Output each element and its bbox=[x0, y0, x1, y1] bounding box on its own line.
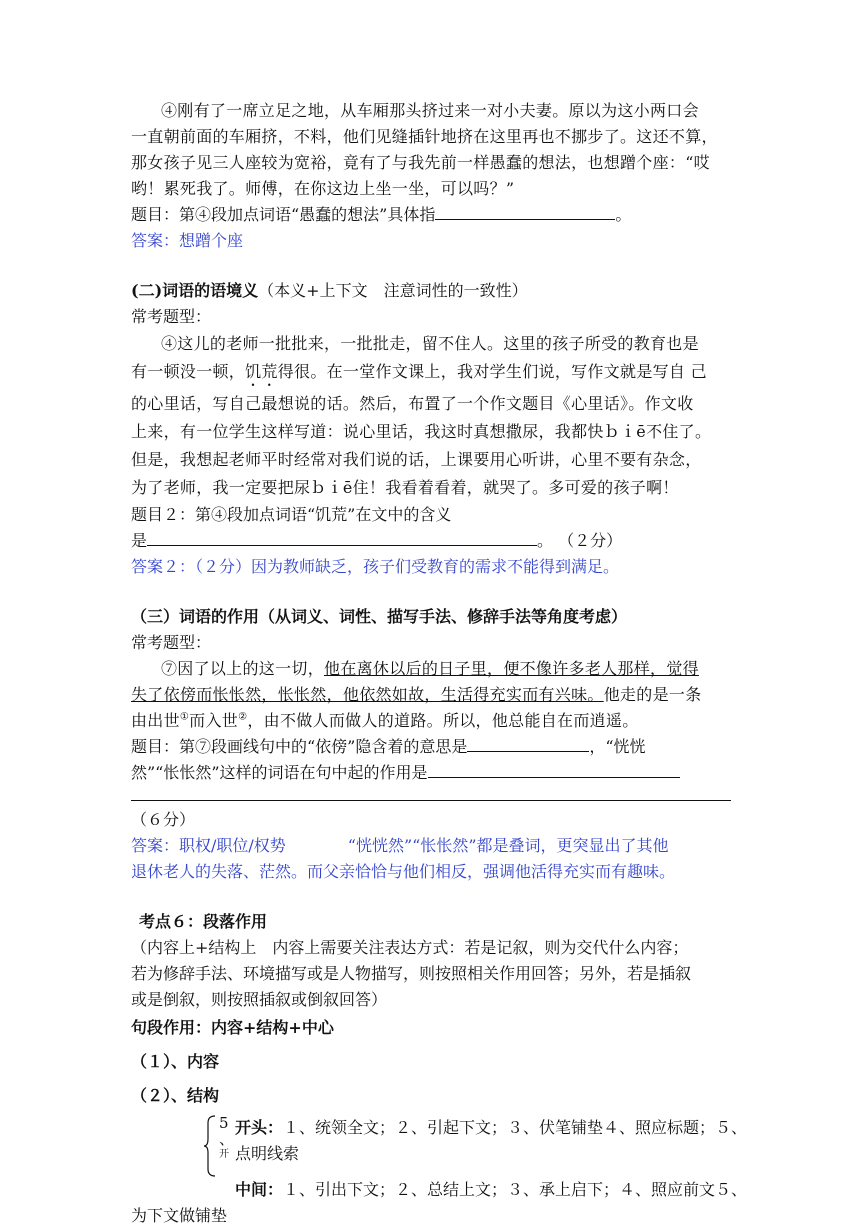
item-structure: （２）、结构 bbox=[131, 1086, 220, 1105]
question-end: 。 bbox=[615, 205, 632, 224]
passage-text: 有一顿没一顿， bbox=[131, 362, 246, 381]
section-heading: （三）词语的作用（从词义、词性、描写手法、修辞手法等角度考虑） bbox=[131, 607, 628, 626]
answer-text: “恍恍然”“怅怅然”都是叠词，更突显出了其他 bbox=[347, 836, 669, 855]
passage-context bbox=[131, 330, 731, 502]
opening-item bbox=[203, 1115, 748, 1167]
answer-line: 答案２：（２分）因为教师缺乏，孩子们受教育的需求不能得到满足。 bbox=[131, 557, 620, 576]
question-text: 题目：第⑦段画线句中的“依傍”隐含着的意思是 bbox=[131, 737, 468, 756]
passage-function bbox=[131, 656, 731, 734]
footnote-mark: ① bbox=[179, 711, 190, 723]
question-text: 题目：第④段加点词语“愚蠢的想法”具体指 bbox=[131, 205, 436, 224]
answer-line: 退休老人的失落、茫然。而父亲恰恰与他们相反，强调他活得充实而有趣味。 bbox=[131, 862, 676, 881]
middle-text: １、引出下文；２、总结上文；３、承上启下；４、照应前文５、 bbox=[283, 1180, 748, 1199]
passage-text: 而入世 bbox=[189, 711, 239, 730]
common-type-label: 常考题型： bbox=[131, 633, 212, 652]
passage-line: 为了老师，我一定要把尿ｂｉē住！我看着看着，就哭了。多可爱的孩子啊！ bbox=[131, 478, 679, 497]
question-text: 是 bbox=[131, 531, 148, 550]
question-line bbox=[131, 528, 731, 554]
question-line bbox=[131, 202, 731, 228]
description-line: 或是倒叙，则按照插叙或倒叙回答） bbox=[131, 990, 388, 1009]
answer-blank-line[interactable] bbox=[131, 786, 731, 801]
brace-mark: 5 bbox=[219, 1114, 229, 1132]
passage-line: 一直朝前面的车厢挤，不料，他们见缝插针地挤在这里再也不挪步了。这还不算， bbox=[131, 127, 718, 146]
passage-text: 他走的是一条 bbox=[603, 685, 702, 704]
passage-4 bbox=[131, 98, 731, 202]
common-type-label: 常考题型： bbox=[131, 307, 212, 326]
heading-note: （本义+上下文 注意词性的一致性） bbox=[258, 281, 528, 300]
question-text: 。 （２分） bbox=[537, 531, 623, 550]
passage-line: 上来，有一位学生这样写道：说心里话，我这时真想撒尿，我都快ｂｉē不住了。 bbox=[131, 422, 712, 441]
opening-label: 开头： bbox=[235, 1118, 284, 1137]
underlined-text: 失了依傍而怅怅然，怅怅然，他依然如故，生活得充实而有兴味。 bbox=[131, 685, 604, 704]
passage-line: 哟！累死我了。师傅，在你这边上坐一坐，可以吗？” bbox=[131, 179, 515, 198]
passage-line bbox=[131, 656, 731, 682]
opening-text: 点明线索 bbox=[235, 1144, 300, 1163]
answer-text: 答案：职权/职位/权势 bbox=[131, 836, 286, 855]
passage-line bbox=[131, 358, 731, 390]
passage-line: 但是，我想起老师平时经常对我们说的话，上课要用心听讲，心里不要有杂念， bbox=[131, 450, 702, 469]
summary-line: 句段作用：内容+结构+中心 bbox=[131, 1018, 334, 1037]
passage-text: ，由不做人而做人的道路。所以，他总能自在而逍遥。 bbox=[247, 711, 639, 730]
brace-mark: 开 bbox=[219, 1149, 229, 1160]
middle-label: 中间： bbox=[235, 1180, 284, 1199]
passage-line: ④这儿的老师一批批来，一批批走，留不住人。这里的孩子所受的教育也是 bbox=[161, 334, 699, 353]
answer-blank[interactable] bbox=[428, 761, 680, 778]
answer-blank[interactable] bbox=[435, 203, 615, 220]
passage-line: 的心里话，写自己最想说的话。然后，布置了一个作文题目《心里话》。作文收 bbox=[131, 394, 694, 413]
curly-brace-icon bbox=[203, 1115, 217, 1177]
middle-item bbox=[131, 1177, 748, 1203]
description-line: （内容上+结构上 内容上需要关注表达方式：若是记叙，则为交代什么内容； bbox=[131, 938, 689, 957]
passage-text: 由出世 bbox=[131, 711, 180, 730]
dotted-word: 饥荒 bbox=[245, 362, 278, 381]
passage-text: 得很。在一堂作文课上，我对学生们说，写作文就是写自 己 bbox=[277, 362, 707, 381]
structure-brace-block bbox=[203, 1114, 748, 1167]
document-page bbox=[131, 98, 748, 1229]
question-line bbox=[131, 734, 731, 760]
passage-line: ④刚有了一席立足之地，从车厢那头挤过来一对小夫妻。原以为这小两口会 bbox=[161, 101, 699, 120]
item-content: （１）、内容 bbox=[131, 1052, 220, 1071]
underlined-text: 他在离休以后的日子里，便不像许多老人那样，觉得 bbox=[324, 659, 699, 678]
description-line: 若为修辞手法、环境描写或是人物描写，则按照相关作用回答；另外，若是插叙 bbox=[131, 964, 692, 983]
answer-blank[interactable] bbox=[467, 735, 589, 752]
brace-mark: 、 bbox=[219, 1130, 235, 1148]
heading-bold: (二)词语的语境义 bbox=[131, 281, 259, 300]
question-line: 题目２：第④段加点词语“饥荒”在文中的含义 bbox=[131, 505, 452, 524]
answer-blank[interactable] bbox=[147, 529, 537, 546]
passage-line bbox=[131, 708, 731, 734]
section-heading bbox=[131, 278, 731, 304]
question-line bbox=[131, 760, 731, 786]
question-text: ，“恍恍 bbox=[589, 737, 646, 756]
opening-text: １、统领全文；２、引起下文；３、伏笔铺垫４、照应标题；５、 bbox=[283, 1118, 748, 1137]
passage-line: 那女孩子见三人座较为宽裕，竟有了与我先前一样愚蠢的想法，也想蹭个座：“哎 bbox=[131, 153, 710, 172]
passage-text: ⑦因了以上的这一切， bbox=[161, 659, 325, 678]
score-label: （６分） bbox=[131, 810, 196, 829]
passage-line bbox=[131, 682, 731, 708]
section-heading: 考点６：段落作用 bbox=[139, 912, 268, 931]
question-text: 然”“怅怅然”这样的词语在句中起的作用是 bbox=[131, 763, 428, 782]
middle-text-continued: 为下文做铺垫 bbox=[131, 1206, 228, 1225]
footnote-mark: ② bbox=[238, 711, 248, 723]
answer-line: 答案：想蹭个座 bbox=[131, 231, 244, 250]
answer-line bbox=[131, 833, 731, 859]
brace-marks bbox=[219, 1114, 235, 1163]
